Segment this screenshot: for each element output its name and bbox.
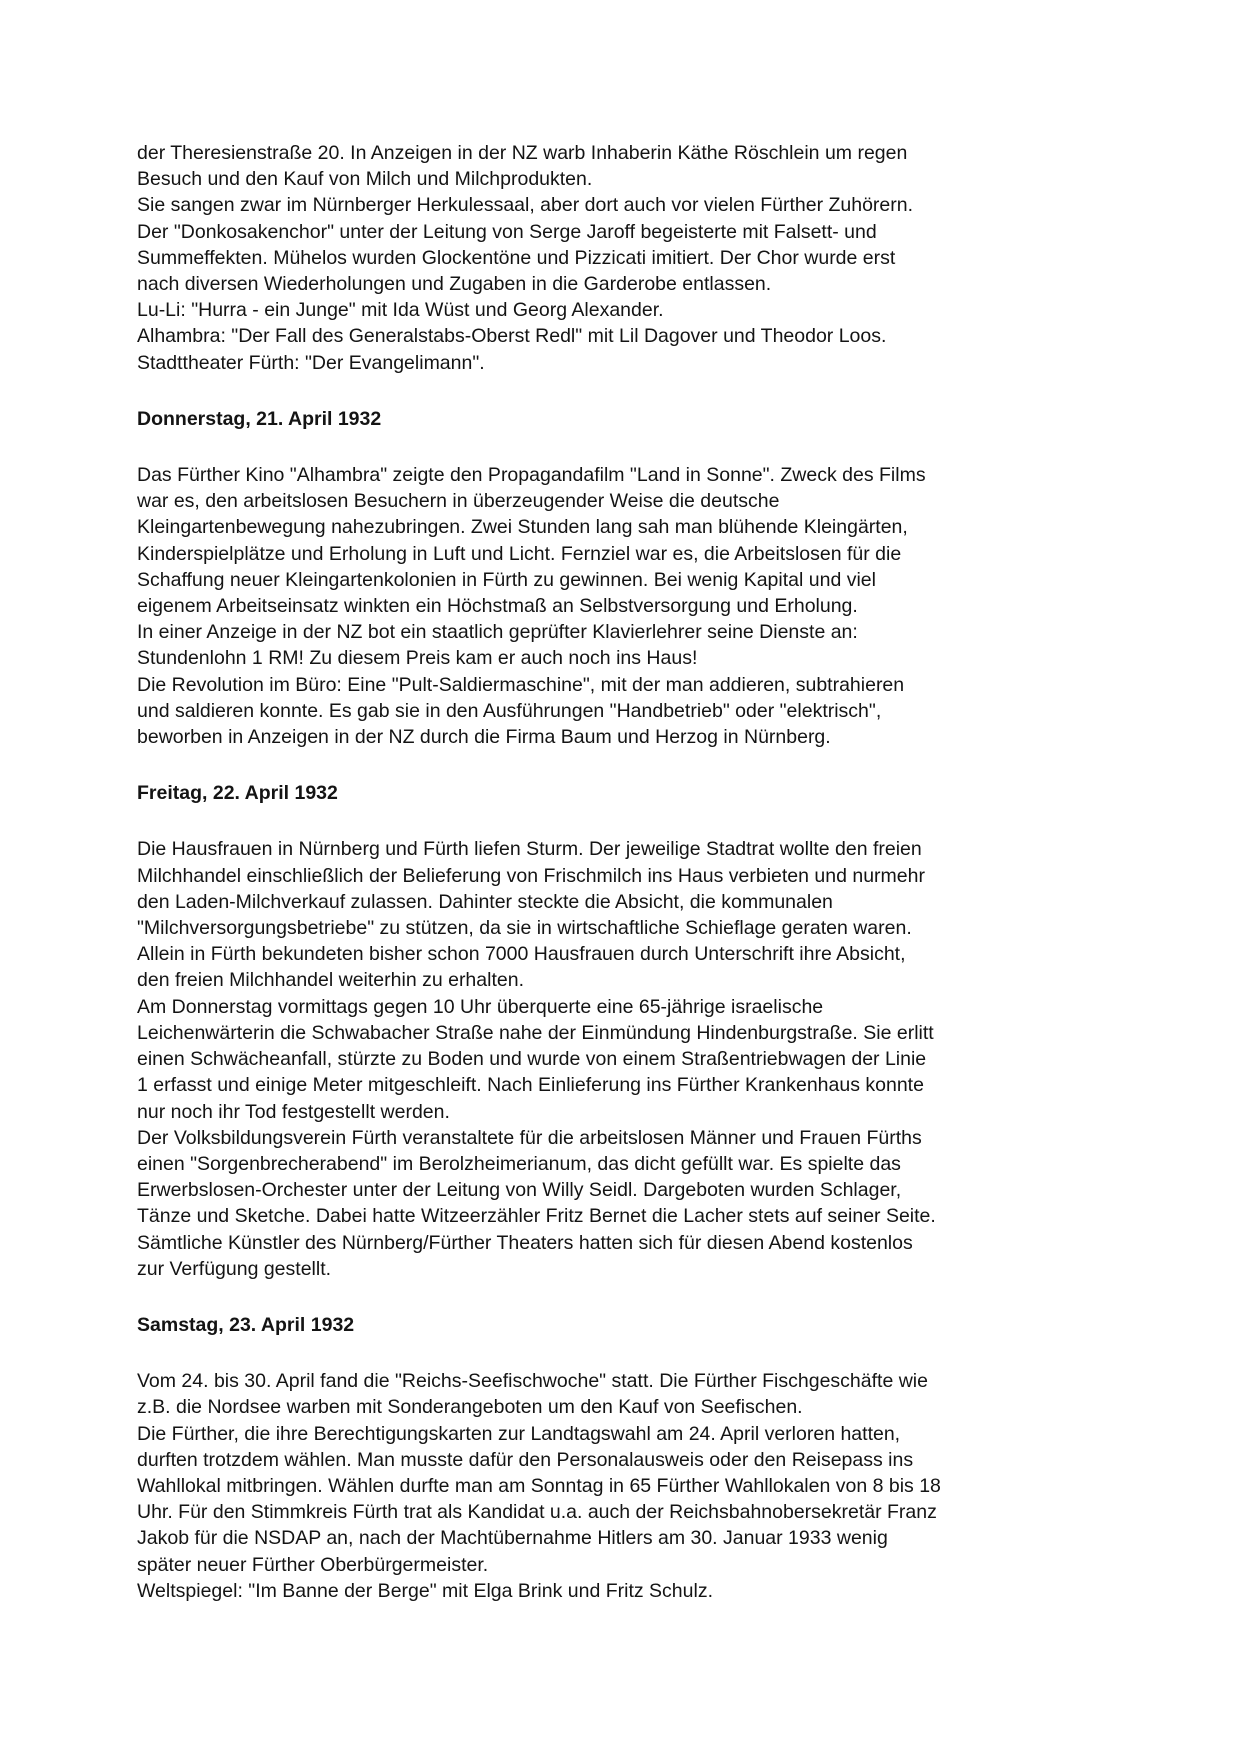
- text-line: Vom 24. bis 30. April fand die "Reichs-Seefischwoche" statt. Die Fürther Fischgeschäfte wie: [137, 1370, 928, 1393]
- text-line: Die Fürther, die ihre Berechtigungskarten zur Landtagswahl am 24. April verloren hatten,: [137, 1422, 901, 1445]
- paragraph: [137, 462, 1149, 750]
- text-line: Summeffekten. Mühelos wurden Glockentöne und Pizzicati imitiert. Der Chor wurde erst: [137, 246, 896, 269]
- section-heading: Samstag, 23. April 1932: [137, 1313, 355, 1336]
- text-line: der Theresienstraße 20. In Anzeigen in der NZ warb Inhaberin Käthe Röschlein um regen: [137, 142, 908, 164]
- text-line: Tänze und Sketche. Dabei hatte Witzeerzähler Fritz Bernet die Lacher stets auf seiner Seite.: [137, 1205, 936, 1228]
- text-line: einen "Sorgenbrecherabend" im Berolzheimerianum, das dicht gefüllt war. Es spielte das: [137, 1152, 901, 1175]
- text-line: Lu-Li: "Hurra - ein Junge" mit Ida Wüst und Georg Alexander.: [137, 299, 664, 322]
- text-line: und saldieren konnte. Es gab sie in den Ausführungen "Handbetrieb" oder "elektrisch",: [137, 699, 882, 722]
- text-line: eigenem Arbeitseinsatz winkten ein Höchstmaß an Selbstversorgung und Erholung.: [137, 595, 858, 618]
- text-line: Am Donnerstag vormittags gegen 10 Uhr überquerte eine 65-jährige israelische: [137, 995, 824, 1018]
- text-line: Der Volksbildungsverein Fürth veranstaltete für die arbeitslosen Männer und Frauen Fürths: [137, 1126, 922, 1149]
- text-line: nur noch ihr Tod festgestellt werden.: [137, 1100, 450, 1123]
- paragraph: [137, 140, 1149, 376]
- text-line: Stundenlohn 1 RM! Zu diesem Preis kam er auch noch ins Haus!: [137, 647, 698, 670]
- text-line: Uhr. Für den Stimmkreis Fürth trat als Kandidat u.a. auch der Reichsbahnobersekretär Franz: [137, 1501, 937, 1524]
- paragraph: [137, 1368, 1149, 1604]
- text-line: Leichenwärterin die Schwabacher Straße nahe der Einmündung Hindenburgstraße. Sie erlitt: [137, 1021, 934, 1044]
- document-content: [137, 140, 1149, 1604]
- text-line: durften trotzdem wählen. Man musste dafür den Personalausweis oder den Reisepass ins: [137, 1448, 914, 1471]
- text-line: Das Fürther Kino "Alhambra" zeigte den Propagandafilm "Land in Sonne". Zweck des Films: [137, 464, 926, 487]
- text-line: Die Revolution im Büro: Eine "Pult-Saldiermaschine", mit der man addieren, subtrahieren: [137, 673, 905, 696]
- text-line: Sämtliche Künstler des Nürnberg/Fürther Theaters hatten sich für diesen Abend kostenlos: [137, 1231, 913, 1254]
- text-line: später neuer Fürther Oberbürgermeister.: [137, 1553, 489, 1576]
- text-line: Kinderspielplätze und Erholung in Luft und Licht. Fernziel war es, die Arbeitslosen für die: [137, 542, 902, 565]
- text-line: den freien Milchhandel weiterhin zu erhalten.: [137, 969, 524, 992]
- text-line: "Milchversorgungsbetriebe" zu stützen, da sie in wirtschaftliche Schieflage geraten waren.: [137, 917, 912, 940]
- paragraph: [137, 836, 1149, 1281]
- text-line: Allein in Fürth bekundeten bisher schon 7000 Hausfrauen durch Unterschrift ihre Absicht,: [137, 943, 906, 966]
- text-line: Schaffung neuer Kleingartenkolonien in Fürth zu gewinnen. Bei wenig Kapital und viel: [137, 568, 876, 591]
- text-line: Erwerbslosen-Orchester unter der Leitung von Willy Seidl. Dargeboten wurden Schlager,: [137, 1179, 902, 1202]
- text-line: zur Verfügung gestellt.: [137, 1257, 332, 1280]
- text-line: Jakob für die NSDAP an, nach der Machtübernahme Hitlers am 30. Januar 1933 wenig: [137, 1527, 888, 1550]
- text-line: den Laden-Milchverkauf zulassen. Dahinter steckte die Absicht, die kommunalen: [137, 890, 833, 913]
- text-line: nach diversen Wiederholungen und Zugaben in die Garderobe entlassen.: [137, 273, 772, 296]
- text-line: war es, den arbeitslosen Besuchern in überzeugender Weise die deutsche: [137, 490, 780, 513]
- section-heading: Donnerstag, 21. April 1932: [137, 407, 382, 430]
- text-line: Sie sangen zwar im Nürnberger Herkulessaal, aber dort auch vor vielen Fürther Zuhörern.: [137, 194, 914, 217]
- text-line: Stadttheater Fürth: "Der Evangelimann".: [137, 351, 485, 374]
- text-line: beworben in Anzeigen in der NZ durch die Firma Baum und Herzog in Nürnberg.: [137, 726, 831, 749]
- text-line: Alhambra: "Der Fall des Generalstabs-Oberst Redl" mit Lil Dagover und Theodor Loos.: [137, 325, 887, 348]
- text-line: Wahllokal mitbringen. Wählen durfte man am Sonntag in 65 Fürther Wahllokalen von 8 bis 18: [137, 1474, 941, 1497]
- text-line: Kleingartenbewegung nahezubringen. Zwei Stunden lang sah man blühende Kleingärten,: [137, 516, 908, 539]
- text-line: In einer Anzeige in der NZ bot ein staatlich geprüfter Klavierlehrer seine Dienste an:: [137, 621, 858, 644]
- section-heading: Freitag, 22. April 1932: [137, 782, 338, 805]
- text-line: einen Schwächeanfall, stürzte zu Boden und wurde von einem Straßentriebwagen der Linie: [137, 1048, 927, 1071]
- text-line: Milchhandel einschließlich der Belieferung von Frischmilch ins Haus verbieten und nurmehr: [137, 864, 925, 887]
- text-line: Der "Donkosakenchor" unter der Leitung von Serge Jaroff begeisterte mit Falsett- und: [137, 220, 877, 243]
- text-line: 1 erfasst und einige Meter mitgeschleift. Nach Einlieferung ins Fürther Krankenhaus konnte: [137, 1074, 924, 1097]
- text-line: Die Hausfrauen in Nürnberg und Fürth liefen Sturm. Der jeweilige Stadtrat wollte den freien: [137, 838, 922, 861]
- text-line: Weltspiegel: "Im Banne der Berge" mit Elga Brink und Fritz Schulz.: [137, 1579, 713, 1602]
- text-line: Besuch und den Kauf von Milch und Milchprodukten.: [137, 168, 593, 191]
- text-line: z.B. die Nordsee warben mit Sonderangeboten um den Kauf von Seefischen.: [137, 1396, 803, 1419]
